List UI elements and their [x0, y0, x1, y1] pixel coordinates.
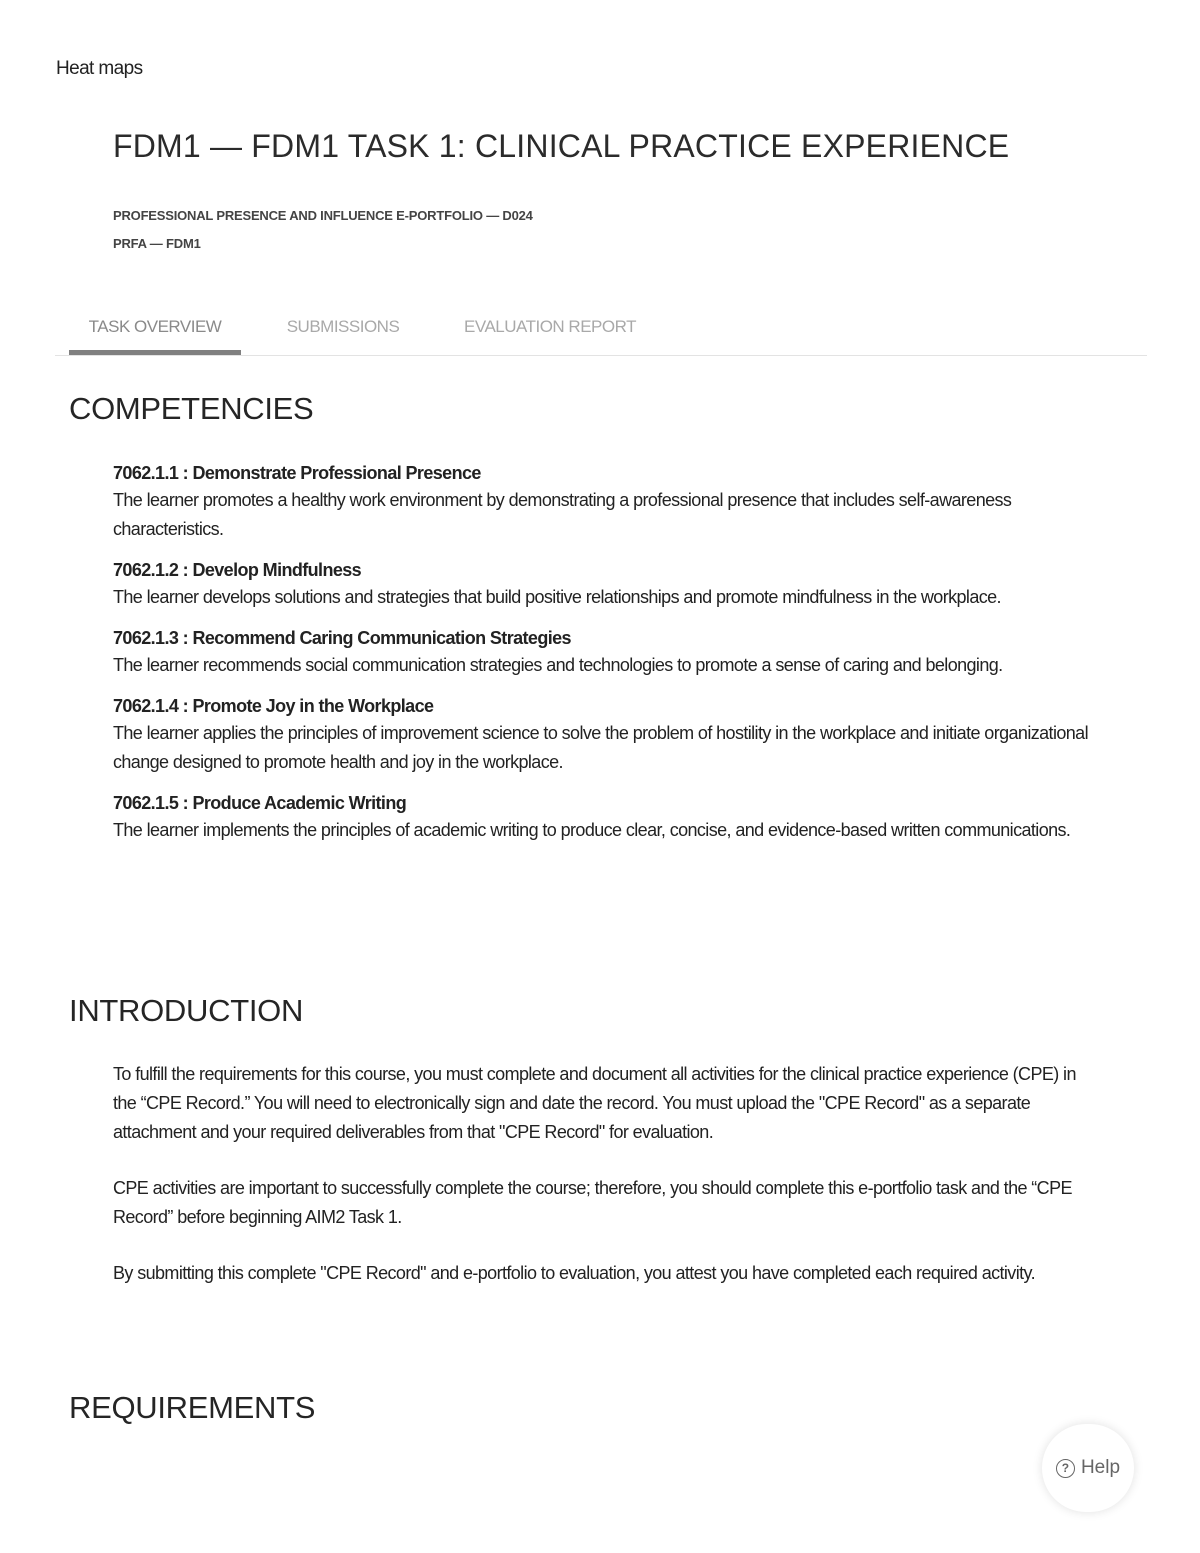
competency-item	[113, 625, 1093, 680]
page-cutoff	[0, 1498, 1200, 1553]
competency-title: 7062.1.1 : Demonstrate Professional Presence	[113, 463, 481, 483]
intro-paragraph: CPE activities are important to successfully complete the course; therefore, you should complete this e-portfolio task and the “CPE Record” before beginning AIM2 Task 1.	[113, 1178, 1072, 1227]
question-circle-icon: ?	[1056, 1459, 1075, 1478]
tab-evaluation-report[interactable]: EVALUATION REPORT	[464, 317, 636, 336]
competencies-heading: COMPETENCIES	[69, 391, 314, 426]
competency-title: 7062.1.2 : Develop Mindfulness	[113, 560, 362, 580]
introduction-heading: INTRODUCTION	[69, 993, 304, 1028]
help-button[interactable]	[1042, 1424, 1134, 1512]
competency-description: The learner recommends social communication strategies and technologies to promote a sense of caring and belonging.	[113, 655, 1003, 675]
tab-submissions[interactable]: SUBMISSIONS	[286, 317, 400, 336]
competency-title: 7062.1.4 : Promote Joy in the Workplace	[113, 696, 434, 716]
top-label: Heat maps	[56, 58, 143, 79]
competency-description: The learner implements the principles of academic writing to produce clear, concise, and evidence-based written communications.	[113, 820, 1071, 840]
course-name: PROFESSIONAL PRESENCE AND INFLUENCE E-PORTFOLIO — D024	[113, 208, 533, 223]
introduction-body	[113, 1060, 1088, 1315]
tab-task-overview[interactable]: TASK OVERVIEW	[69, 305, 241, 355]
intro-paragraph: By submitting this complete "CPE Record" and e-portfolio to evaluation, you attest you have completed each required activity.	[113, 1263, 1035, 1283]
competency-item	[113, 693, 1093, 777]
competency-description: The learner develops solutions and strategies that build positive relationships and promote mindfulness in the workplace.	[113, 587, 1001, 607]
tab-bar	[55, 305, 1147, 356]
competency-title: 7062.1.5 : Produce Academic Writing	[113, 793, 407, 813]
task-header	[113, 124, 1140, 258]
competency-description: The learner promotes a healthy work environment by demonstrating a professional presence that includes self-awareness characteristics.	[113, 490, 1012, 539]
competency-title: 7062.1.3 : Recommend Caring Communication Strategies	[113, 628, 571, 648]
intro-paragraph: To fulfill the requirements for this course, you must complete and document all activities for the clinical practice experience (CPE) in the “CPE Record.” You will need to electronically sign and date the record. You must upload the "CPE Record" as a separate attachment and your required deliverables from that "CPE Record" for evaluation.	[113, 1064, 1076, 1142]
competency-item	[113, 790, 1093, 845]
competency-description: The learner applies the principles of improvement science to solve the problem of hostility in the workplace and initiate organizational change designed to promote health and joy in the workplace.	[113, 723, 1088, 772]
help-label: Help	[1080, 1457, 1121, 1478]
page-title: FDM1 — FDM1 TASK 1: CLINICAL PRACTICE EXPERIENCE	[113, 128, 1010, 164]
competency-item	[113, 460, 1093, 544]
competency-item	[113, 557, 1093, 612]
competencies-list	[113, 460, 1093, 858]
course-subtitle	[113, 202, 1140, 258]
requirements-heading: REQUIREMENTS	[69, 1390, 316, 1425]
task-code: PRFA — FDM1	[113, 236, 201, 251]
